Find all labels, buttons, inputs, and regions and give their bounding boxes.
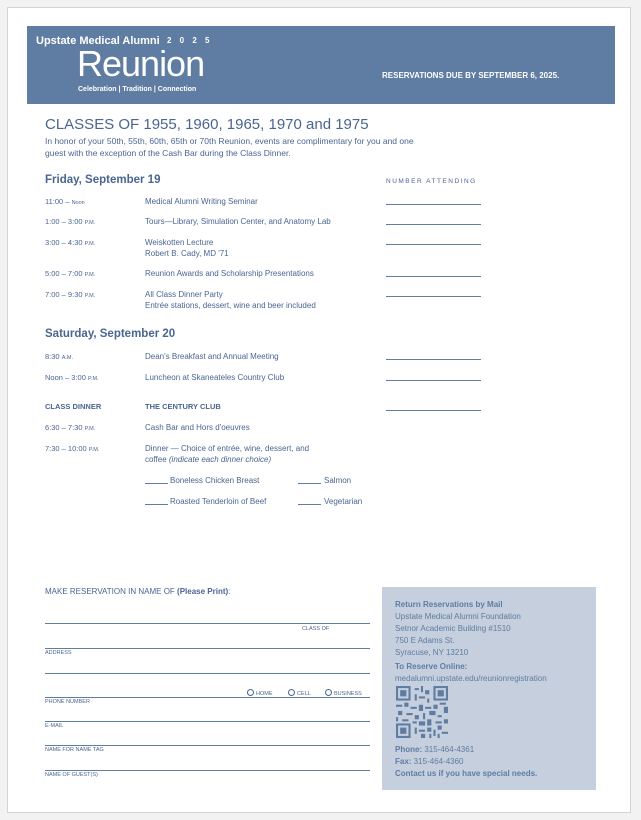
form-heading-text: MAKE RESERVATION IN NAME OF (45, 587, 178, 596)
time-suffix: P.M. (87, 376, 99, 382)
class-of-field[interactable] (45, 648, 370, 649)
radio-icon (247, 689, 254, 696)
phone-label: Phone: (395, 745, 423, 754)
attending-line-tours[interactable] (386, 224, 481, 225)
choice-beef: Roasted Tenderloin of Beef (170, 497, 267, 506)
email-label: E-MAIL (45, 723, 64, 729)
time-text: 3:00 – 4:30 (45, 238, 85, 247)
return-heading: Return Reservations by Mail (395, 600, 503, 609)
return-info-box (382, 587, 596, 790)
event-time (45, 238, 95, 247)
class-of-label: CLASS OF (302, 626, 330, 632)
event-desc-line (145, 454, 309, 465)
attending-line-lecture[interactable] (386, 244, 481, 245)
choice-line-salmon[interactable] (298, 483, 321, 484)
guests-label: NAME OF GUEST(S) (45, 772, 98, 778)
event-desc-line: Entrée stations, dessert, wine and beer included (145, 301, 316, 310)
radio-icon (288, 689, 295, 696)
header-banner (27, 26, 615, 104)
event-desc: Medical Alumni Writing Seminar (145, 197, 258, 206)
attending-line-dinner-party[interactable] (386, 296, 481, 297)
address-label: ADDRESS (45, 650, 72, 656)
event-time (45, 217, 95, 226)
event-time (45, 197, 85, 206)
choice-line-chicken[interactable] (145, 483, 168, 484)
intro-text: In honor of your 50th, 55th, 60th, 65th or 70th Reunion, events are complimentary for you and one guest with the exception of the Cash Bar during the Class Dinner. (45, 136, 414, 158)
time-text: 5:00 – 7:00 (45, 269, 85, 278)
time-suffix: P.M. (88, 447, 100, 453)
phone-line (395, 744, 474, 755)
event-desc: Reunion Awards and Scholarship Presentations (145, 269, 314, 278)
phone-cell-option[interactable] (288, 689, 311, 697)
class-dinner-venue: THE CENTURY CLUB (145, 402, 221, 411)
radio-icon (325, 689, 332, 696)
desc-italic: (indicate each dinner choice) (168, 455, 272, 464)
event-desc: Dean's Breakfast and Annual Meeting (145, 352, 279, 361)
time-text: 7:00 – 9:30 (45, 290, 85, 299)
time-suffix: Noon (71, 200, 85, 206)
event-time (45, 444, 99, 453)
event-time (45, 423, 95, 432)
online-heading: To Reserve Online: (395, 662, 468, 671)
form-heading (45, 587, 230, 596)
time-suffix: P.M. (84, 426, 96, 432)
reunion-year: 2 0 2 5 (167, 36, 213, 45)
reunion-tagline: Celebration | Tradition | Connection (78, 86, 197, 93)
time-text: 1:00 – 3:00 (45, 217, 85, 226)
phone-number: 315-464-4361 (422, 745, 475, 754)
desc-text: coffee (145, 455, 169, 464)
attending-line-awards[interactable] (386, 276, 481, 277)
fax-line (395, 756, 464, 767)
time-text: 11:00 – (45, 197, 72, 206)
nametag-label: NAME FOR NAME TAG (45, 747, 104, 753)
choice-salmon: Salmon (324, 476, 352, 485)
event-desc (145, 289, 316, 311)
phone-home-option[interactable] (247, 689, 273, 697)
reservation-page (7, 7, 631, 813)
time-suffix: P.M. (84, 272, 96, 278)
fax-label: Fax: (395, 757, 412, 766)
friday-heading: Friday, September 19 (45, 174, 161, 186)
attending-line-luncheon[interactable] (386, 380, 481, 381)
mail-address-line: Syracuse, NY 13210 (395, 648, 469, 657)
email-field[interactable] (45, 721, 370, 722)
mail-address-line: Upstate Medical Alumni Foundation (395, 612, 521, 621)
address-field[interactable] (45, 673, 370, 674)
phone-label: PHONE NUMBER (45, 699, 90, 705)
page-title: CLASSES OF 1955, 1960, 1965, 1970 and 1975 (45, 116, 369, 133)
reservation-deadline: RESERVATIONS DUE BY SEPTEMBER 6, 2025. (382, 71, 560, 80)
time-text: 6:30 – 7:30 (45, 423, 85, 432)
time-suffix: P.M. (84, 293, 96, 299)
phone-field[interactable] (45, 697, 370, 698)
mail-address-line: 750 E Adams St. (395, 636, 455, 645)
event-time (45, 290, 95, 299)
special-needs-note: Contact us if you have special needs. (395, 769, 538, 778)
event-desc: Tours—Library, Simulation Center, and Anatomy Lab (145, 217, 331, 226)
time-suffix: A.M. (61, 355, 73, 361)
event-time (45, 269, 95, 278)
choice-vegetarian: Vegetarian (324, 497, 363, 506)
event-desc-line: Robert B. Cady, MD '71 (145, 249, 229, 258)
event-desc-line: All Class Dinner Party (145, 290, 223, 299)
event-desc (145, 443, 309, 465)
event-desc: Luncheon at Skaneateles Country Club (145, 373, 285, 382)
choice-line-vegetarian[interactable] (298, 504, 321, 505)
number-attending-header: NUMBER ATTENDING (386, 178, 477, 185)
org-name: Upstate Medical Alumni (36, 35, 160, 47)
class-dinner-label: CLASS DINNER (45, 402, 102, 411)
time-text: 7:30 – 10:00 (45, 444, 89, 453)
option-label: HOME (256, 691, 273, 697)
event-time (45, 352, 73, 361)
form-heading-bold: (Please Print) (177, 587, 229, 596)
form-heading-colon: : (228, 587, 231, 596)
mail-address-line: Setnor Academic Building #1510 (395, 624, 511, 633)
time-text: Noon – 3:00 (45, 373, 88, 382)
phone-business-option[interactable] (325, 689, 362, 697)
event-desc-line: Dinner — Choice of entrée, wine, dessert, and (145, 444, 310, 453)
attending-line-breakfast[interactable] (386, 359, 481, 360)
event-desc-line: Weiskotten Lecture (145, 238, 214, 247)
option-label: CELL (297, 691, 311, 697)
reunion-wordmark: Reunion (77, 43, 205, 84)
saturday-heading: Saturday, September 20 (45, 328, 176, 340)
time-text: 8:30 (45, 352, 62, 361)
option-label: BUSINESS (334, 691, 362, 697)
event-desc: Cash Bar and Hors d'oeuvres (145, 423, 250, 432)
guests-field[interactable] (45, 770, 370, 771)
online-url-link[interactable]: medalumni.upstate.edu/reunionregistration (395, 674, 547, 683)
qr-code-icon[interactable] (396, 686, 448, 738)
choice-chicken: Boneless Chicken Breast (170, 476, 260, 485)
nametag-field[interactable] (45, 745, 370, 746)
attending-line-class-dinner[interactable] (386, 410, 481, 411)
attending-line-writing-seminar[interactable] (386, 204, 481, 205)
time-suffix: P.M. (84, 241, 96, 247)
name-field[interactable] (45, 623, 370, 624)
event-desc (145, 237, 229, 259)
event-time (45, 373, 99, 382)
choice-line-beef[interactable] (145, 504, 168, 505)
time-suffix: P.M. (84, 220, 96, 226)
fax-number: 315-464-4360 (411, 757, 464, 766)
